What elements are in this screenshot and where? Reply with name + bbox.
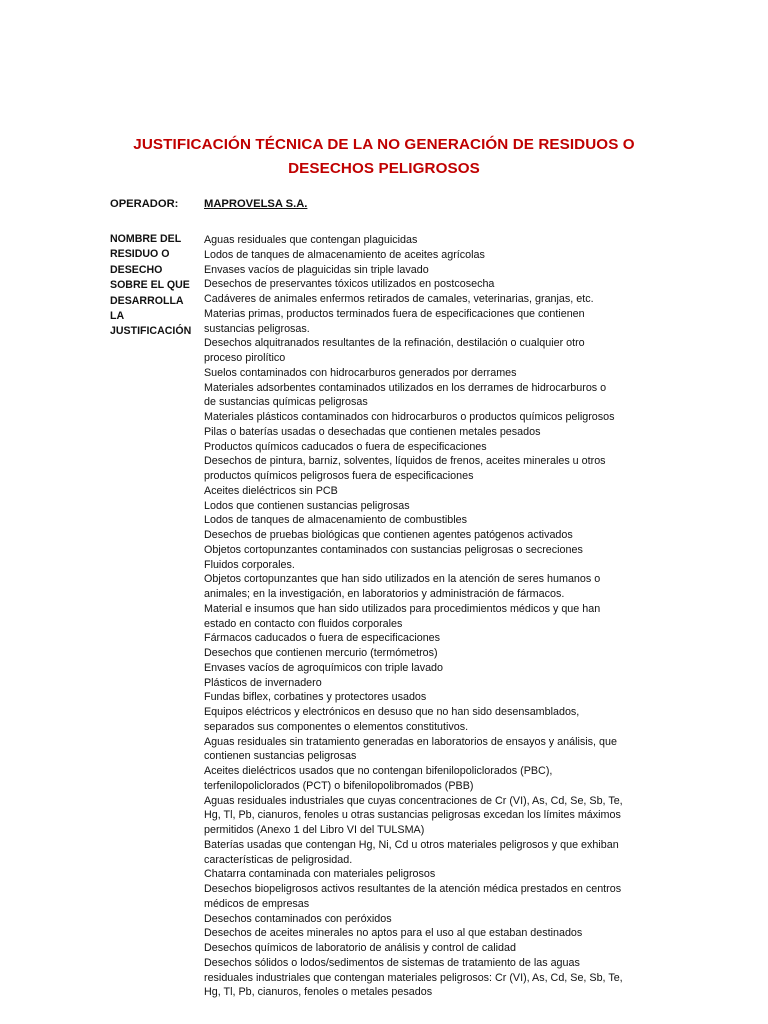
waste-item-line: Baterías usadas que contengan Hg, Ni, Cd u otros materiales peligrosos y que exhiban [204, 838, 619, 851]
waste-item-line: Fármacos caducados o fuera de especificaciones [204, 632, 441, 645]
waste-item [204, 277, 678, 292]
waste-item-line: Aceites dieléctricos usados que no contengan bifenilopoliclorados (PBC), [204, 765, 553, 777]
waste-item-line: separados sus componentes o elementos constitutivos. [204, 720, 469, 733]
waste-item-line: proceso pirolítico [204, 352, 286, 364]
waste-item-line: Suelos contaminados con hidrocarburos generados por derrames [204, 366, 517, 379]
waste-item-line: Equipos eléctricos y electrónicos en desuso que no han sido desensamblados, [204, 706, 580, 718]
waste-item-line: Aguas residuales sin tratamiento generadas en laboratorios de ensayos y análisis, que [204, 735, 617, 748]
document-title-line: JUSTIFICACIÓN TÉCNICA DE LA NO GENERACIÓN DE RESIDUOS O [133, 136, 635, 153]
waste-item-line: Hg, Tl, Pb, cianuros, fenoles o metales pesados [204, 986, 433, 999]
waste-item-line: de sustancias químicas peligrosas [204, 396, 368, 409]
waste-item [204, 499, 678, 514]
waste-item-line: Envases vacíos de plaguicidas sin triple lavado [204, 263, 429, 276]
waste-item [204, 513, 678, 528]
waste-item [204, 646, 678, 661]
waste-name-label [110, 232, 200, 340]
waste-item [204, 263, 678, 278]
waste-item-line: Desechos contaminados con peróxidos [204, 912, 392, 925]
waste-name-label-line: SOBRE EL QUE [110, 279, 190, 292]
waste-item-line: médicos de empresas [204, 897, 310, 910]
waste-item [204, 956, 678, 1000]
waste-item-line: contienen sustancias peligrosas [204, 750, 357, 763]
waste-item-line: residuales industriales que contengan materiales peligrosos: Cr (VI), As, Cd, Se, Sb, Te, [204, 971, 623, 984]
waste-item-line: Lodos que contienen sustancias peligrosas [204, 499, 410, 512]
waste-item-line: Desechos de pintura, barniz, solventes, líquidos de frenos, aceites minerales u otros [204, 455, 606, 468]
waste-item [204, 572, 678, 602]
waste-item-line: permitidos (Anexo 1 del Libro VI del TULSMA) [204, 824, 425, 836]
waste-item-line: Pilas o baterías usadas o desechadas que contienen metales pesados [204, 425, 541, 438]
waste-item-line: Materiales plásticos contaminados con hidrocarburos o productos químicos peligrosos [204, 411, 615, 423]
waste-item-line: productos químicos peligrosos fuera de especificaciones [204, 470, 474, 482]
waste-item [204, 454, 678, 484]
waste-item [204, 631, 678, 646]
waste-item-line: Productos químicos caducados o fuera de especificaciones [204, 440, 487, 453]
waste-item-line: animales; en la investigación, en laboratorios y administración de fármacos. [204, 588, 565, 600]
waste-item-line: Desechos de pruebas biológicas que contienen agentes patógenos activados [204, 529, 573, 541]
waste-item-line: Objetos cortopunzantes contaminados con sustancias peligrosas o secreciones [204, 543, 583, 556]
waste-item-line: Lodos de tanques de almacenamiento de aceites agrícolas [204, 248, 485, 261]
waste-item [204, 307, 678, 337]
waste-item-line: Cadáveres de animales enfermos retirados de camales, veterinarias, granjas, etc. [204, 293, 594, 305]
waste-item-line: Desechos de preservantes tóxicos utilizados en postcosecha [204, 278, 495, 291]
waste-item [204, 543, 678, 558]
waste-item [204, 794, 678, 838]
waste-item [204, 410, 678, 425]
waste-item [204, 764, 678, 794]
waste-name-label-line: DESARROLLA [110, 294, 184, 307]
waste-item-line: Desechos que contienen mercurio (termómetros) [204, 647, 438, 659]
waste-name-label-line: LA [110, 310, 125, 323]
waste-item-line: Fundas biflex, corbatines y protectores usados [204, 691, 427, 704]
waste-item-line: Aguas residuales que contengan plaguicidas [204, 234, 418, 246]
waste-item-line: Materiales adsorbentes contaminados utilizados en los derrames de hidrocarburos o [204, 381, 607, 394]
waste-item-line: características de peligrosidad. [204, 853, 353, 866]
waste-item [204, 705, 678, 735]
operator-label: OPERADOR: [110, 198, 179, 210]
waste-list [204, 233, 678, 1000]
waste-item-line: estado en contacto con fluidos corporales [204, 617, 403, 630]
waste-name-label-line: NOMBRE DEL [110, 233, 182, 245]
waste-item [204, 366, 678, 381]
waste-item [204, 676, 678, 691]
waste-name-label-line: JUSTIFICACIÓN [110, 325, 192, 338]
waste-item [204, 838, 678, 868]
waste-item-line: Aceites dieléctricos sin PCB [204, 484, 338, 497]
waste-item [204, 484, 678, 499]
waste-item-line: Lodos de tanques de almacenamiento de combustibles [204, 514, 467, 527]
waste-item [204, 867, 678, 882]
waste-item-line: Materias primas, productos terminados fuera de especificaciones que contienen [204, 307, 585, 320]
waste-item [204, 558, 678, 573]
document-title [110, 133, 658, 181]
waste-item [204, 912, 678, 927]
waste-item-line: Fluidos corporales. [204, 558, 295, 571]
waste-item [204, 440, 678, 455]
waste-item [204, 233, 678, 248]
waste-item [204, 882, 678, 912]
waste-item [204, 690, 678, 705]
waste-item [204, 941, 678, 956]
waste-item-line: Plásticos de invernadero [204, 676, 322, 689]
waste-item-line: Desechos químicos de laboratorio de análisis y control de calidad [204, 942, 516, 954]
waste-item [204, 602, 678, 632]
waste-item [204, 926, 678, 941]
operator-value: MAPROVELSA S.A. [204, 198, 308, 210]
waste-item-line: Envases vacíos de agroquímicos con triple lavado [204, 661, 444, 674]
waste-name-label-line: RESIDUO O [110, 248, 170, 261]
waste-item-line: Desechos biopeligrosos activos resultantes de la atención médica prestados en centros [204, 883, 622, 895]
document-title-line: DESECHOS PELIGROSOS [288, 160, 480, 177]
waste-item-line: Aguas residuales industriales que cuyas concentraciones de Cr (VI), As, Cd, Se, Sb, Te, [204, 794, 623, 807]
waste-item-line: terfenilopoliclorados (PCT) o bifenilopolibromados (PBB) [204, 779, 474, 792]
waste-item-line: Chatarra contaminada con materiales peligrosos [204, 868, 436, 881]
waste-item [204, 661, 678, 676]
waste-item [204, 425, 678, 440]
waste-item [204, 735, 678, 765]
waste-item-line: Material e insumos que han sido utilizados para procedimientos médicos y que han [204, 602, 601, 615]
waste-item-line: Desechos sólidos o lodos/sedimentos de sistemas de tratamiento de las aguas [204, 956, 580, 969]
waste-name-label-line: DESECHO [110, 263, 163, 276]
waste-item-line: Hg, Tl, Pb, cianuros, fenoles u otras sustancias peligrosas excedan los límites máximos [204, 809, 621, 822]
waste-item [204, 381, 678, 411]
waste-item [204, 292, 678, 307]
waste-item [204, 248, 678, 263]
waste-item-line: sustancias peligrosas. [204, 322, 310, 335]
waste-item [204, 528, 678, 543]
waste-item-line: Objetos cortopunzantes que han sido utilizados en la atención de seres humanos o [204, 573, 601, 586]
waste-item-line: Desechos alquitranados resultantes de la refinación, destilación o cualquier otro [204, 337, 585, 350]
waste-item [204, 336, 678, 366]
waste-item-line: Desechos de aceites minerales no aptos para el uso al que estaban destinados [204, 927, 583, 940]
